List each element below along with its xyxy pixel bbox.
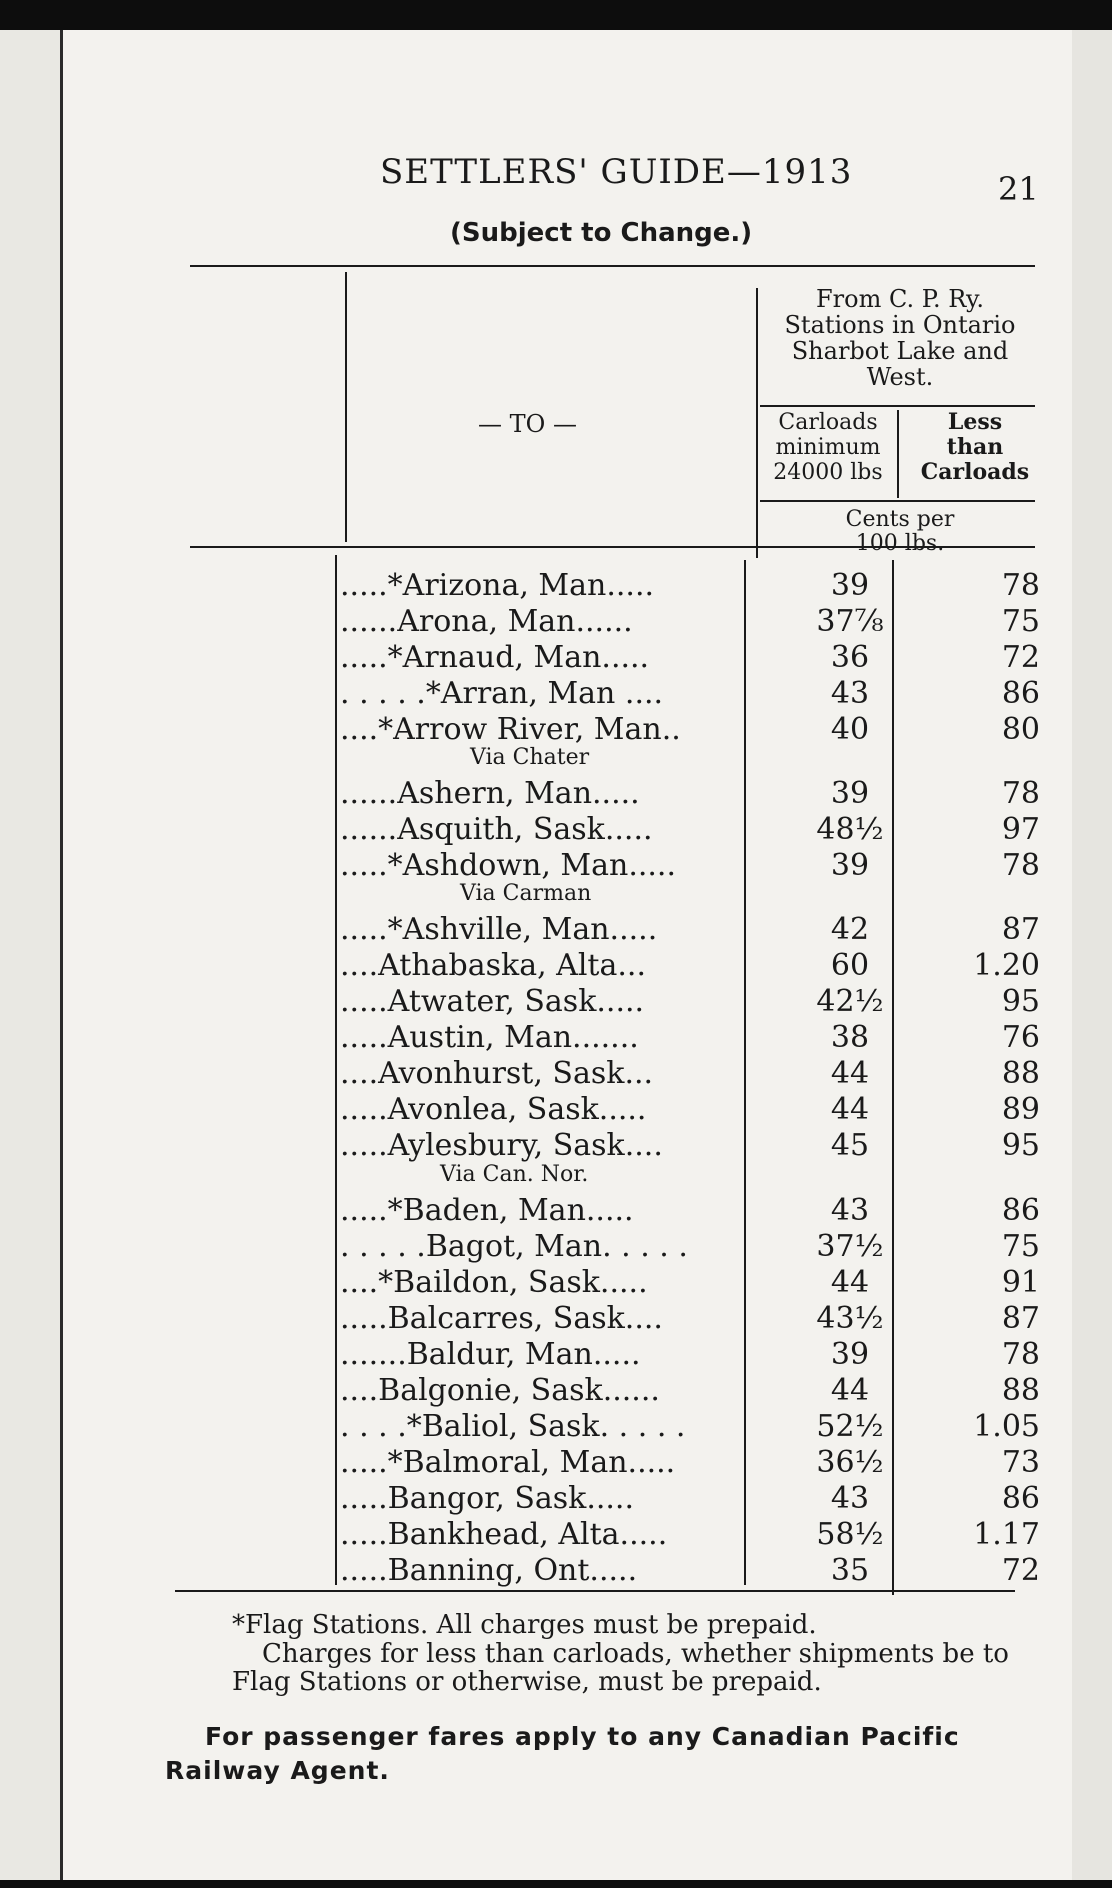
carloads-header-line: 24000 lbs	[773, 460, 883, 485]
page-number: 21	[998, 170, 1039, 208]
carloads-header	[758, 410, 898, 485]
destination: ....*Arrow River, Man..	[340, 712, 681, 747]
table-row	[340, 1445, 1040, 1481]
less-carload-rate: 72	[1001, 640, 1040, 675]
units-header-line: 100 lbs.	[855, 531, 945, 556]
less-header-line: Less	[947, 409, 1003, 435]
carload-rate: 36½	[816, 1445, 884, 1480]
carload-rate: 39	[830, 776, 870, 811]
table-top-rule	[190, 265, 1035, 267]
table-row	[340, 1481, 1040, 1517]
less-carload-rate: 72	[1001, 1553, 1040, 1588]
table-row	[340, 1193, 1040, 1229]
destination: . . . .*Baliol, Sask. . . . .	[340, 1409, 686, 1444]
destination: . . . . .*Arran, Man ....	[340, 676, 664, 711]
carload-rate: 43	[830, 676, 870, 711]
table-row	[340, 812, 1040, 848]
table-row	[340, 1265, 1040, 1301]
from-header	[760, 286, 1040, 390]
less-carload-rate: 80	[1001, 712, 1040, 747]
carload-rate: 39	[830, 848, 870, 883]
carload-rate: 48½	[816, 812, 884, 847]
destination: .....*Ashdown, Man.....	[340, 848, 677, 883]
less-carload-rate: 88	[1001, 1056, 1040, 1091]
carloads-header-line: Carloads	[778, 410, 878, 435]
carload-rate: 44	[830, 1056, 870, 1091]
table-row	[340, 776, 1040, 812]
via-note: Via Carman	[460, 881, 592, 906]
via-note: Via Chater	[470, 745, 590, 770]
from-header-line: From C. P. Ry.	[816, 285, 984, 313]
table-row	[340, 1553, 1040, 1589]
units-header-line: Cents per	[845, 507, 955, 532]
table-row	[340, 1092, 1040, 1128]
less-header-line: than	[946, 434, 1004, 460]
less-header-line: Carloads	[920, 459, 1030, 485]
destination: .....*Arnaud, Man.....	[340, 640, 650, 675]
carload-rate: 35	[830, 1553, 870, 1588]
left-page-edge	[0, 30, 63, 1880]
carload-rate: 43½	[816, 1301, 884, 1336]
carload-rate: 45	[830, 1128, 870, 1163]
table-row	[340, 1337, 1040, 1373]
destination: .....*Ashville, Man.....	[340, 912, 658, 947]
carload-rate: 42½	[816, 984, 884, 1019]
less-carload-rate: 73	[1001, 1445, 1040, 1480]
carload-rate: 43	[830, 1481, 870, 1516]
from-subheader-rule	[760, 405, 1035, 407]
table-row	[340, 1056, 1040, 1092]
carload-rate: 37½	[816, 1229, 884, 1264]
destination: ......Arona, Man......	[340, 604, 633, 639]
table-row	[340, 712, 1040, 748]
carload-rate: 44	[830, 1265, 870, 1300]
destination: ......Ashern, Man.....	[340, 776, 640, 811]
from-header-line: West.	[866, 363, 934, 391]
carload-rate: 44	[830, 1092, 870, 1127]
carload-rate: 39	[830, 568, 870, 603]
less-carload-rate: 91	[1001, 1265, 1040, 1300]
passenger-fares-note: For passenger fares apply to any Canadian Pacific Railway Agent.	[165, 1722, 960, 1785]
less-carload-rate: 87	[1001, 1301, 1040, 1336]
destination: ....Athabaska, Alta...	[340, 948, 646, 983]
less-carload-rate: 78	[1001, 776, 1040, 811]
less-carload-rate: 76	[1001, 1020, 1040, 1055]
destination: .....Bangor, Sask.....	[340, 1481, 635, 1516]
units-header	[780, 508, 1020, 556]
right-page-edge	[1072, 30, 1112, 1880]
destination: .....Balcarres, Sask....	[340, 1301, 663, 1336]
table-row	[340, 1020, 1040, 1056]
carload-rate: 60	[830, 948, 870, 983]
destination: .....Aylesbury, Sask....	[340, 1128, 663, 1163]
less-carload-rate: 75	[1001, 604, 1040, 639]
less-carload-rate: 1.17	[973, 1517, 1040, 1552]
from-header-line: Sharbot Lake and	[791, 337, 1009, 365]
table-row	[340, 1229, 1040, 1265]
less-carload-rate: 78	[1001, 568, 1040, 603]
less-carload-rate: 1.20	[973, 948, 1040, 983]
destination: ....Balgonie, Sask......	[340, 1373, 660, 1408]
destination: .....Bankhead, Alta.....	[340, 1517, 668, 1552]
destination: .....Banning, Ont.....	[340, 1553, 638, 1588]
flag-stations-note: *Flag Stations. All charges must be prepaid.	[232, 1610, 817, 1640]
carload-rate: 37⅞	[816, 604, 884, 639]
table-row	[340, 984, 1040, 1020]
destination: .......Baldur, Man.....	[340, 1337, 641, 1372]
body-left-rule	[335, 555, 337, 1585]
destination: .....Austin, Man.......	[340, 1020, 639, 1055]
table-row	[340, 912, 1040, 948]
carload-rate: 44	[830, 1373, 870, 1408]
table-row	[340, 604, 1040, 640]
destination: ....*Baildon, Sask.....	[340, 1265, 648, 1300]
carload-rate: 38	[830, 1020, 870, 1055]
carload-rate: 40	[830, 712, 870, 747]
table-row	[340, 1301, 1040, 1337]
less-carload-rate: 75	[1001, 1229, 1040, 1264]
carloads-header-line: minimum	[775, 435, 881, 460]
table-row	[340, 948, 1040, 984]
carload-rate: 39	[830, 1337, 870, 1372]
less-carload-rate: 78	[1001, 1337, 1040, 1372]
less-carload-rate: 87	[1001, 912, 1040, 947]
to-column-left-rule	[345, 272, 347, 542]
less-carload-rate: 1.05	[973, 1409, 1040, 1444]
units-rule	[760, 500, 1035, 502]
table-row	[340, 676, 1040, 712]
less-carload-rate: 86	[1001, 676, 1040, 711]
table-row	[340, 848, 1040, 884]
less-carload-rate: 88	[1001, 1373, 1040, 1408]
table-row	[340, 1409, 1040, 1445]
to-header: — TO —	[478, 410, 577, 438]
table-row	[340, 568, 1040, 604]
carload-rate: 52½	[816, 1409, 884, 1444]
page-title: SETTLERS' GUIDE—1913	[380, 152, 853, 192]
subtitle: (Subject to Change.)	[450, 218, 753, 248]
destination: .....Atwater, Sask.....	[340, 984, 645, 1019]
less-carload-rate: 86	[1001, 1481, 1040, 1516]
carload-rate: 42	[830, 912, 870, 947]
destination: . . . . .Bagot, Man. . . . .	[340, 1229, 688, 1264]
less-carload-rate: 78	[1001, 848, 1040, 883]
table-bottom-rule	[175, 1590, 1015, 1592]
less-carload-rate: 86	[1001, 1193, 1040, 1228]
carload-rate: 43	[830, 1193, 870, 1228]
table-row	[340, 1517, 1040, 1553]
destination: .....*Balmoral, Man.....	[340, 1445, 676, 1480]
less-carload-rate: 95	[1001, 984, 1040, 1019]
table-row	[340, 1373, 1040, 1409]
destination: .....*Arizona, Man.....	[340, 568, 655, 603]
carload-rate: 36	[830, 640, 870, 675]
destination: .....*Baden, Man.....	[340, 1193, 634, 1228]
destination: ......Asquith, Sask.....	[340, 812, 653, 847]
less-carload-rate: 97	[1001, 812, 1040, 847]
from-header-line: Stations in Ontario	[784, 311, 1016, 339]
less-carload-rate: 89	[1001, 1092, 1040, 1127]
charges-note: Charges for less than carloads, whether shipments be to Flag Stations or otherwise, must be prepaid.	[232, 1639, 1009, 1697]
table-row	[340, 640, 1040, 676]
destination: ....Avonhurst, Sask...	[340, 1056, 654, 1091]
destination: .....Avonlea, Sask.....	[340, 1092, 647, 1127]
less-than-carloads-header	[910, 410, 1040, 485]
less-carload-rate: 95	[1001, 1128, 1040, 1163]
carload-rate: 58½	[816, 1517, 884, 1552]
via-note: Via Can. Nor.	[440, 1162, 589, 1187]
table-row	[340, 1128, 1040, 1164]
